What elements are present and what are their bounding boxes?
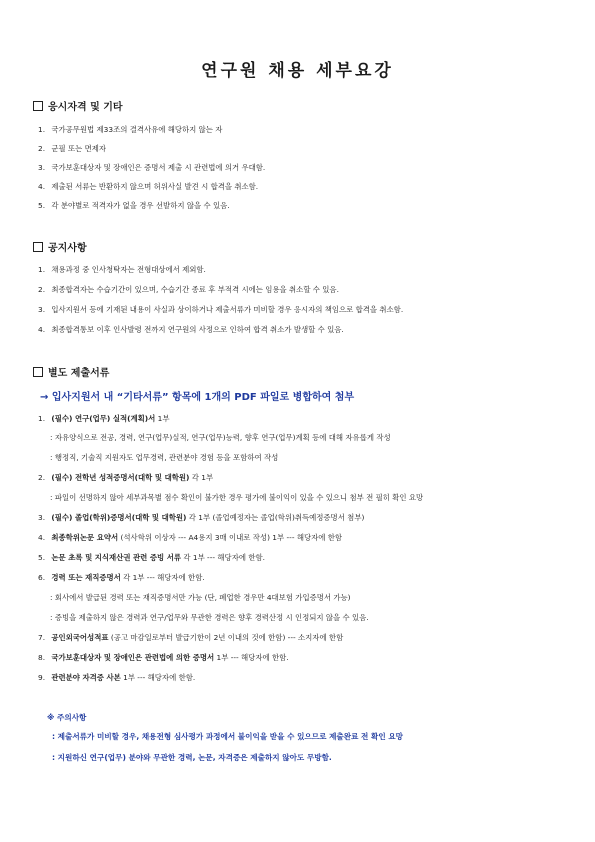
list-item: 1. (필수) 연구(업무) 실적(계획)서 1부 — [38, 414, 170, 423]
list-item: 1. 국가공무원법 제33조의 결격사유에 해당하지 않는 자 — [38, 125, 223, 134]
list-item-detail: : 자유양식으로 전공, 경력, 연구(업무)실적, 연구(업무)능력, 향후 연구(업무)계획 등에 대해 자유롭게 작성 — [50, 433, 391, 442]
list-item: 5. 각 분야별로 적격자가 없을 경우 선발하지 않을 수 있음. — [38, 201, 230, 210]
section-heading-notices: 공지사항 — [33, 239, 87, 254]
list-item-detail: : 증빙을 제출하지 않은 경력과 연구/업무와 무관한 경력은 향후 경력산정 시 인정되지 않을 수 있음. — [50, 613, 369, 622]
list-item: 3. (필수) 졸업(학위)증명서(대학 및 대학원) 각 1부 (졸업예정자는 졸업(학위)취득예정증명서 첨부) — [38, 513, 365, 522]
list-item: 9. 관련분야 자격증 사본 1부 --- 해당자에 한함. — [38, 673, 196, 682]
list-item: 3. 입사지원서 등에 기재된 내용이 사실과 상이하거나 제출서류가 미비할 경우 응시자의 책임으로 합격을 취소함. — [38, 305, 404, 314]
checkbox-square-icon — [33, 101, 43, 111]
list-item-detail: : 회사에서 발급된 경력 또는 재직증명서만 가능 (단, 폐업한 경우만 4대보험 가입증명서 가능) — [50, 593, 351, 602]
list-item: 4. 제출된 서류는 반환하지 않으며 허위사실 발견 시 합격을 취소함. — [38, 182, 259, 191]
list-item: 3. 국가보훈대상자 및 장애인은 증명서 제출 시 관련법에 의거 우대함. — [38, 163, 266, 172]
list-item: 5. 논문 초록 및 지식재산권 관련 증빙 서류 각 1부 --- 해당자에 한함. — [38, 553, 265, 562]
list-item: 8. 국가보훈대상자 및 장애인은 관련법에 의한 증명서 1부 --- 해당자에 한함. — [38, 653, 289, 662]
list-item: 2. 군필 또는 면제자 — [38, 144, 107, 153]
list-item: 2. (필수) 전학년 성적증명서(대학 및 대학원) 각 1부 — [38, 473, 214, 482]
list-item-detail: : 행정직, 기술직 지원자도 업무경력, 관련분야 경험 등을 포함하여 작성 — [50, 453, 279, 462]
list-item: 4. 최종학위논문 요약서 (석사학위 이상자 --- A4용지 3매 이내로 작성) 1부 --- 해당자에 한함 — [38, 533, 343, 542]
section-heading-documents: 별도 제출서류 — [33, 364, 109, 379]
checkbox-square-icon — [33, 242, 43, 252]
list-item: 4. 최종합격통보 이후 인사발령 전까지 연구원의 사정으로 인하여 합격 취소가 발생할 수 있음. — [38, 325, 344, 334]
list-item: 6. 경력 또는 재직증명서 각 1부 --- 해당자에 한함. — [38, 573, 205, 582]
section-heading-qualifications: 응시자격 및 기타 — [33, 98, 123, 113]
caution-heading: ※ 주의사항 — [47, 713, 87, 722]
merge-instruction: → 입사지원서 내 “기타서류” 항목에 1개의 PDF 파일로 병합하여 첨부 — [40, 392, 355, 403]
list-item: 1. 채용과정 중 인사청탁자는 전형대상에서 제외함. — [38, 265, 206, 274]
document-title: 연구원 채용 세부요강 — [201, 61, 394, 81]
checkbox-square-icon — [33, 367, 43, 377]
list-item: 2. 최종합격자는 수습기간이 있으며, 수습기간 종료 후 부적격 시에는 임용을 취소할 수 있음. — [38, 285, 339, 294]
list-item: 7. 공인외국어성적표 (공고 마감일로부터 발급기한이 2년 이내의 것에 한함) --- 소지자에 한함 — [38, 633, 344, 642]
caution-item: : 지원하신 연구(업무) 분야와 무관한 경력, 논문, 자격증은 제출하지 않아도 무방함. — [52, 753, 332, 762]
list-item-detail: : 파일이 선명하지 않아 세부과목별 점수 확인이 불가한 경우 평가에 불이익이 있을 수 있으니 첨부 전 필히 확인 요망 — [50, 493, 424, 502]
caution-item: : 제출서류가 미비할 경우, 채용전형 심사평가 과정에서 불이익을 받을 수 있으므로 제출완료 전 확인 요망 — [52, 732, 404, 741]
